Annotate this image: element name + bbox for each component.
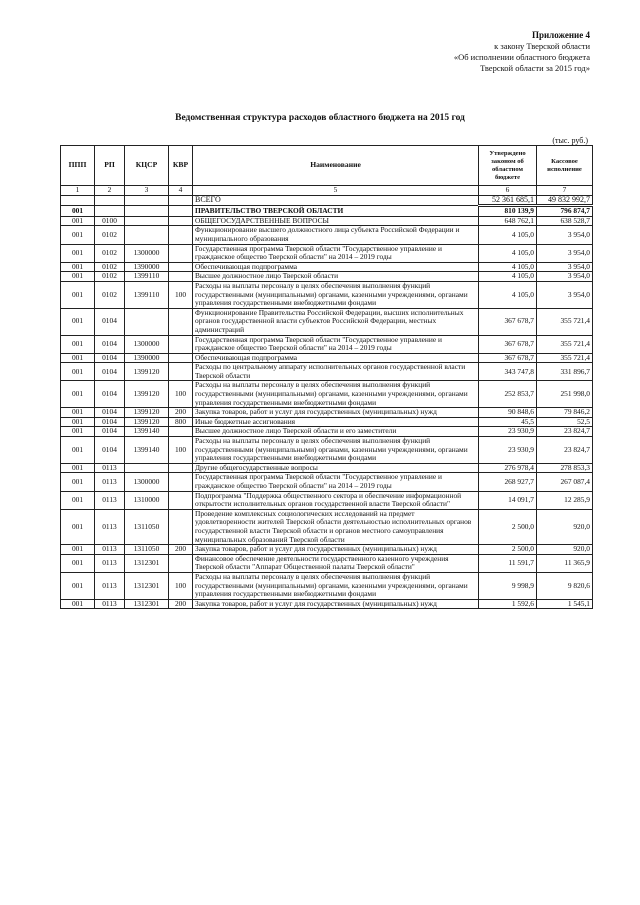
cell-name: Расходы на выплаты персоналу в целях обеспечения выполнения функций государственными (муниципальными) органами, казенными учреждениями, органами управления государственными внебюджетными фондами [193, 437, 479, 464]
table-row [61, 554, 593, 572]
table-row [61, 353, 593, 363]
cell-executed: 79 846,2 [537, 408, 593, 418]
table-row [61, 491, 593, 509]
cell-approved: 4 105,0 [479, 244, 537, 262]
cell-rp: 0113 [95, 599, 125, 609]
cell-rp: 0102 [95, 226, 125, 244]
cell-ppp: 001 [61, 244, 95, 262]
cell-approved: 2 500,0 [479, 509, 537, 544]
appendix-title: Приложение 4 [531, 30, 590, 40]
table-row [61, 206, 593, 217]
column-number-row [61, 186, 593, 196]
cell-ppp: 001 [61, 417, 95, 427]
cell-ppp: 001 [61, 545, 95, 555]
cell-approved: 2 500,0 [479, 545, 537, 555]
cell-approved: 367 678,7 [479, 353, 537, 363]
cell-name: Расходы по центральному аппарату исполнительных органов государственной власти Тверской области [193, 363, 479, 381]
table-row [61, 216, 593, 226]
cell-kcsr: 1300000 [125, 244, 169, 262]
cell-approved: 45,5 [479, 417, 537, 427]
column-number: 6 [479, 186, 537, 196]
cell-kcsr: 1399120 [125, 408, 169, 418]
cell-ppp: 001 [61, 381, 95, 408]
cell-executed: 278 853,3 [537, 463, 593, 473]
cell-kcsr: 1390000 [125, 353, 169, 363]
cell-kvr: 200 [169, 408, 193, 418]
cell-approved: 367 678,7 [479, 308, 537, 335]
cell-executed: 920,0 [537, 509, 593, 544]
cell-ppp: 001 [61, 599, 95, 609]
column-number: 7 [537, 186, 593, 196]
cell-rp: 0104 [95, 427, 125, 437]
cell-kcsr: 1311050 [125, 509, 169, 544]
table-row [61, 509, 593, 544]
expenditure-table [60, 145, 593, 609]
cell-kcsr: 1300000 [125, 335, 169, 353]
cell-kcsr: 1300000 [125, 473, 169, 491]
cell-name: Закупка товаров, работ и услуг для государственных (муниципальных) нужд [193, 408, 479, 418]
cell-rp [95, 195, 125, 206]
cell-approved: 4 105,0 [479, 281, 537, 308]
column-number: 2 [95, 186, 125, 196]
cell-kvr [169, 473, 193, 491]
cell-kvr [169, 363, 193, 381]
cell-kvr: 200 [169, 599, 193, 609]
cell-name: Государственная программа Тверской области "Государственное управление и гражданское общество Тверской области" на 2014 – 2019 годы [193, 335, 479, 353]
header-ppp: ППП [61, 146, 95, 186]
cell-kcsr [125, 226, 169, 244]
cell-kcsr: 1311050 [125, 545, 169, 555]
cell-kvr: 100 [169, 381, 193, 408]
column-number: 4 [169, 186, 193, 196]
table-row [61, 272, 593, 282]
cell-kvr [169, 195, 193, 206]
cell-rp: 0100 [95, 216, 125, 226]
cell-name: Расходы на выплаты персоналу в целях обеспечения выполнения функций государственными (муниципальными) органами, казенными учреждениями, органами управления государственными внебюджетными фондами [193, 381, 479, 408]
column-number: 1 [61, 186, 95, 196]
cell-executed: 23 824,7 [537, 437, 593, 464]
cell-kvr [169, 335, 193, 353]
cell-rp: 0113 [95, 545, 125, 555]
cell-approved: 810 139,9 [479, 206, 537, 217]
cell-approved: 1 592,6 [479, 599, 537, 609]
table-row [61, 599, 593, 609]
cell-kvr [169, 216, 193, 226]
cell-rp: 0104 [95, 381, 125, 408]
cell-kcsr: 1390000 [125, 262, 169, 272]
cell-kvr [169, 509, 193, 544]
appendix-line: к закону Тверской области [494, 41, 590, 51]
cell-kvr [169, 262, 193, 272]
cell-kcsr: 1399140 [125, 437, 169, 464]
appendix-line: «Об исполнении областного бюджета [453, 52, 590, 62]
cell-ppp: 001 [61, 335, 95, 353]
cell-kvr: 800 [169, 417, 193, 427]
table-row [61, 427, 593, 437]
cell-executed: 3 954,0 [537, 244, 593, 262]
header-approved: Утверждено законом об областном бюджете [479, 146, 537, 186]
column-number: 5 [193, 186, 479, 196]
cell-executed: 355 721,4 [537, 335, 593, 353]
cell-approved: 23 930,9 [479, 427, 537, 437]
cell-ppp: 001 [61, 427, 95, 437]
cell-executed: 49 832 992,7 [537, 195, 593, 206]
cell-kvr: 100 [169, 437, 193, 464]
cell-ppp: 001 [61, 308, 95, 335]
cell-rp: 0113 [95, 473, 125, 491]
cell-ppp: 001 [61, 509, 95, 544]
cell-name: Обеспечивающая подпрограмма [193, 262, 479, 272]
appendix-line: Тверской области за 2015 год» [480, 63, 590, 73]
cell-kcsr: 1312301 [125, 554, 169, 572]
cell-executed: 11 365,9 [537, 554, 593, 572]
cell-name: Высшее должностное лицо Тверской области [193, 272, 479, 282]
cell-executed: 267 087,4 [537, 473, 593, 491]
cell-name: Проведение комплексных социологических исследований на предмет удовлетворенности жителей Тверской области деятельностью исполнительных органов государственной власти Тверской области и органов местного самоуправления муниципальных образований Тверской области [193, 509, 479, 544]
cell-name: Обеспечивающая подпрограмма [193, 353, 479, 363]
cell-rp: 0104 [95, 363, 125, 381]
cell-kcsr: 1399140 [125, 427, 169, 437]
header-rp: РП [95, 146, 125, 186]
cell-approved: 23 930,9 [479, 437, 537, 464]
cell-approved: 276 978,4 [479, 463, 537, 473]
cell-ppp: 001 [61, 216, 95, 226]
cell-executed: 251 998,0 [537, 381, 593, 408]
cell-kvr: 100 [169, 572, 193, 599]
cell-executed: 3 954,0 [537, 281, 593, 308]
cell-approved: 4 105,0 [479, 272, 537, 282]
cell-executed: 9 820,6 [537, 572, 593, 599]
cell-rp: 0102 [95, 281, 125, 308]
cell-name: Другие общегосударственные вопросы [193, 463, 479, 473]
table-row [61, 572, 593, 599]
cell-approved: 268 927,7 [479, 473, 537, 491]
cell-approved: 52 361 685,1 [479, 195, 537, 206]
cell-executed: 12 285,9 [537, 491, 593, 509]
table-row [61, 437, 593, 464]
cell-rp: 0102 [95, 272, 125, 282]
cell-kvr [169, 308, 193, 335]
cell-name: ОБЩЕГОСУДАРСТВЕННЫЕ ВОПРОСЫ [193, 216, 479, 226]
table-row [61, 335, 593, 353]
cell-ppp: 001 [61, 437, 95, 464]
table-row [61, 195, 593, 206]
cell-ppp: 001 [61, 554, 95, 572]
cell-ppp: 001 [61, 572, 95, 599]
cell-rp: 0113 [95, 554, 125, 572]
cell-kvr [169, 463, 193, 473]
header-kvr: КВР [169, 146, 193, 186]
cell-name: Иные бюджетные ассигнования [193, 417, 479, 427]
cell-executed: 52,5 [537, 417, 593, 427]
table-row [61, 363, 593, 381]
cell-approved: 9 998,9 [479, 572, 537, 599]
cell-kcsr [125, 216, 169, 226]
cell-ppp: 001 [61, 363, 95, 381]
cell-name: Высшее должностное лицо Тверской области и его заместители [193, 427, 479, 437]
table-row [61, 463, 593, 473]
table-row [61, 226, 593, 244]
cell-kcsr: 1310000 [125, 491, 169, 509]
cell-name: Расходы на выплаты персоналу в целях обеспечения выполнения функций государственными (муниципальными) органами, казенными учреждениями, органами управления государственными внебюджетными фондами [193, 281, 479, 308]
cell-ppp: 001 [61, 262, 95, 272]
cell-rp: 0102 [95, 244, 125, 262]
cell-executed: 3 954,0 [537, 262, 593, 272]
cell-kvr [169, 272, 193, 282]
cell-executed: 355 721,4 [537, 308, 593, 335]
cell-approved: 4 105,0 [479, 262, 537, 272]
appendix-block [330, 30, 590, 74]
cell-approved: 343 747,8 [479, 363, 537, 381]
cell-approved: 4 105,0 [479, 226, 537, 244]
cell-ppp: 001 [61, 408, 95, 418]
units-label: (тыс. руб.) [552, 136, 588, 145]
header-name: Наименование [193, 146, 479, 186]
cell-kcsr [125, 206, 169, 217]
cell-name: Функционирование высшего должностного лица субъекта Российской Федерации и муниципального образования [193, 226, 479, 244]
cell-kcsr: 1399120 [125, 381, 169, 408]
cell-kcsr: 1312301 [125, 572, 169, 599]
cell-name: Закупка товаров, работ и услуг для государственных (муниципальных) нужд [193, 545, 479, 555]
cell-executed: 3 954,0 [537, 272, 593, 282]
cell-rp: 0104 [95, 408, 125, 418]
cell-rp [95, 206, 125, 217]
cell-executed: 796 874,7 [537, 206, 593, 217]
cell-kvr [169, 226, 193, 244]
cell-kcsr [125, 463, 169, 473]
cell-kcsr: 1399120 [125, 417, 169, 427]
cell-rp: 0104 [95, 417, 125, 427]
cell-kcsr [125, 308, 169, 335]
cell-executed: 1 545,1 [537, 599, 593, 609]
cell-rp: 0113 [95, 572, 125, 599]
cell-rp: 0113 [95, 491, 125, 509]
cell-rp: 0113 [95, 509, 125, 544]
cell-rp: 0104 [95, 437, 125, 464]
cell-ppp: 001 [61, 353, 95, 363]
table-row [61, 473, 593, 491]
cell-ppp: 001 [61, 272, 95, 282]
table-row [61, 381, 593, 408]
table-row [61, 545, 593, 555]
cell-executed: 3 954,0 [537, 226, 593, 244]
cell-approved: 367 678,7 [479, 335, 537, 353]
cell-executed: 638 528,7 [537, 216, 593, 226]
cell-kvr: 200 [169, 545, 193, 555]
cell-kvr [169, 427, 193, 437]
table-row [61, 281, 593, 308]
cell-rp: 0104 [95, 335, 125, 353]
header-executed: Кассовое исполнение [537, 146, 593, 186]
cell-ppp: 001 [61, 473, 95, 491]
document-title: Ведомственная структура расходов областного бюджета на 2015 год [175, 113, 465, 123]
cell-kvr [169, 206, 193, 217]
table-row [61, 417, 593, 427]
cell-ppp: 001 [61, 226, 95, 244]
cell-name: ВСЕГО [193, 195, 479, 206]
cell-name: Подпрограмма "Поддержка общественного сектора и обеспечение информационной открытости исполнительных органов государственной власти Тверской области" [193, 491, 479, 509]
cell-approved: 648 762,1 [479, 216, 537, 226]
cell-executed: 920,0 [537, 545, 593, 555]
cell-ppp: 001 [61, 491, 95, 509]
cell-ppp: 001 [61, 281, 95, 308]
cell-kcsr: 1399120 [125, 363, 169, 381]
cell-approved: 14 091,7 [479, 491, 537, 509]
cell-kvr: 100 [169, 281, 193, 308]
table-body [61, 195, 593, 609]
cell-approved: 252 853,7 [479, 381, 537, 408]
cell-name: Расходы на выплаты персоналу в целях обеспечения выполнения функций государственными (муниципальными) органами, казенными учреждениями, органами управления государственными внебюджетными фондами [193, 572, 479, 599]
table-row [61, 244, 593, 262]
column-number: 3 [125, 186, 169, 196]
cell-kvr [169, 491, 193, 509]
cell-rp: 0102 [95, 262, 125, 272]
table-row [61, 308, 593, 335]
cell-executed: 331 896,7 [537, 363, 593, 381]
cell-name: Функционирование Правительства Российской Федерации, высших исполнительных органов государственной власти субъектов Российской Федерации, местных администраций [193, 308, 479, 335]
cell-executed: 355 721,4 [537, 353, 593, 363]
cell-name: Государственная программа Тверской области "Государственное управление и гражданское общество Тверской области" на 2014 – 2019 годы [193, 473, 479, 491]
cell-rp: 0113 [95, 463, 125, 473]
table-row [61, 262, 593, 272]
cell-kcsr: 1312301 [125, 599, 169, 609]
cell-rp: 0104 [95, 353, 125, 363]
cell-ppp [61, 195, 95, 206]
cell-name: Финансовое обеспечение деятельности государственного казенного учреждения Тверской области "Аппарат Общественной палаты Тверской области" [193, 554, 479, 572]
cell-kvr [169, 353, 193, 363]
header-kcsr: КЦСР [125, 146, 169, 186]
cell-kcsr [125, 195, 169, 206]
cell-approved: 90 848,6 [479, 408, 537, 418]
table-row [61, 408, 593, 418]
cell-kcsr: 1399110 [125, 272, 169, 282]
cell-kcsr: 1399110 [125, 281, 169, 308]
cell-name: Государственная программа Тверской области "Государственное управление и гражданское общество Тверской области" на 2014 – 2019 годы [193, 244, 479, 262]
cell-name: ПРАВИТЕЛЬСТВО ТВЕРСКОЙ ОБЛАСТИ [193, 206, 479, 217]
cell-executed: 23 824,7 [537, 427, 593, 437]
cell-name: Закупка товаров, работ и услуг для государственных (муниципальных) нужд [193, 599, 479, 609]
cell-kvr [169, 244, 193, 262]
cell-ppp: 001 [61, 206, 95, 217]
cell-ppp: 001 [61, 463, 95, 473]
cell-kvr [169, 554, 193, 572]
cell-approved: 11 591,7 [479, 554, 537, 572]
cell-rp: 0104 [95, 308, 125, 335]
